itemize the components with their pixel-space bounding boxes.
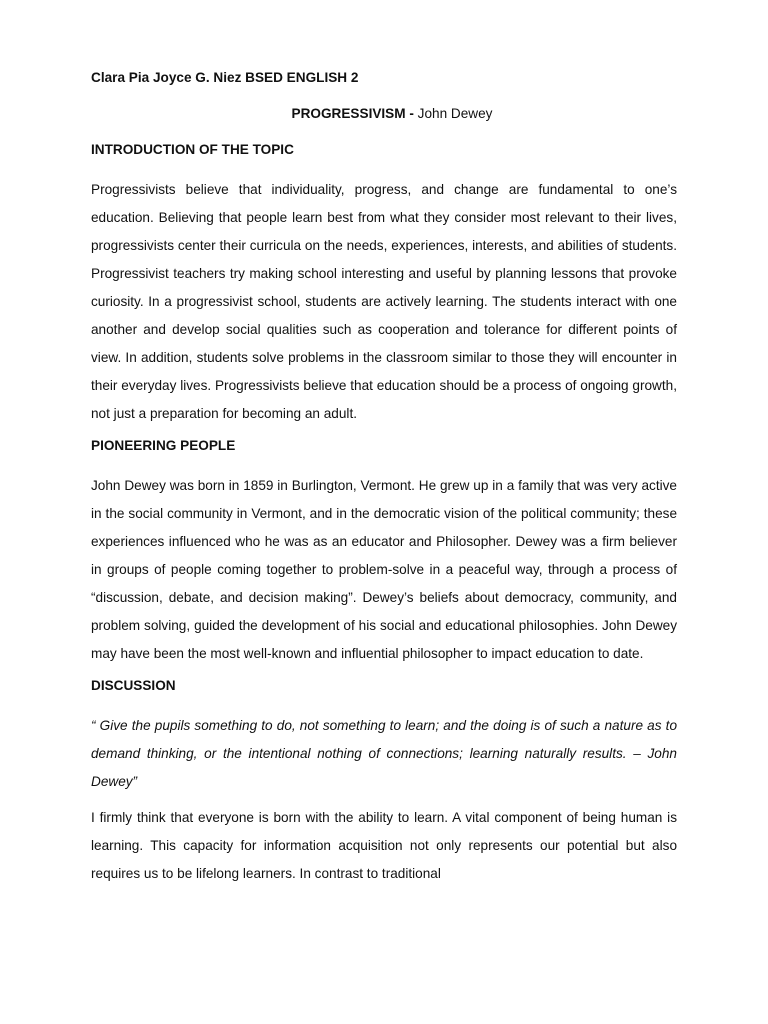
introduction-paragraph: Progressivists believe that individuality, progress, and change are fundamental to one’s education. Believing that people learn best from what they consider most relevant to their lives, progressivists center their curricula on the needs, experiences, interests, and abilities of students. Progressivist teachers try making school interesting and useful by planning lessons that provoke curiosity. In a progressivist school, students are actively learning. The students interact with one another and develop social qualities such as cooperation and tolerance for different points of view. In addition, students solve problems in the classroom similar to those they will encounter in their everyday lives. Progressivists believe that education should be a process of ongoing growth, not just a preparation for becoming an adult. <box>91 182 677 421</box>
heading-pioneering-people: PIONEERING PEOPLE <box>91 438 236 453</box>
pioneering-people-paragraph: John Dewey was born in 1859 in Burlington, Vermont. He grew up in a family that was very active in the social community in Vermont, and in the democratic vision of the political community; these experiences influenced who he was as an educator and Philosopher. Dewey was a firm believer in groups of people coming together to problem-solve in a peaceful way, through a process of “discussion, debate, and decision making”. Dewey’s beliefs about democracy, community, and problem solving, guided the development of his social and educational philosophies. John Dewey may have been the most well-known and influential philosopher to impact education to date. <box>91 478 677 661</box>
heading-introduction: INTRODUCTION OF THE TOPIC <box>91 142 294 157</box>
document-title <box>91 104 677 124</box>
dewey-quote: “ Give the pupils something to do, not something to learn; and the doing is of such a nature as to demand thinking, or the intentional nothing of connections; learning naturally results. – John Dewey” <box>91 718 677 789</box>
title-philosopher: John Dewey <box>413 106 493 121</box>
discussion-paragraph: I firmly think that everyone is born with the ability to learn. A vital component of being human is learning. This capacity for information acquisition not only represents our potential but also requires us to be lifelong learners. In contrast to traditional <box>91 810 677 881</box>
title-topic: PROGRESSIVISM - <box>291 106 414 121</box>
author-line: Clara Pia Joyce G. Niez BSED ENGLISH 2 <box>91 70 359 85</box>
heading-discussion: DISCUSSION <box>91 678 176 693</box>
